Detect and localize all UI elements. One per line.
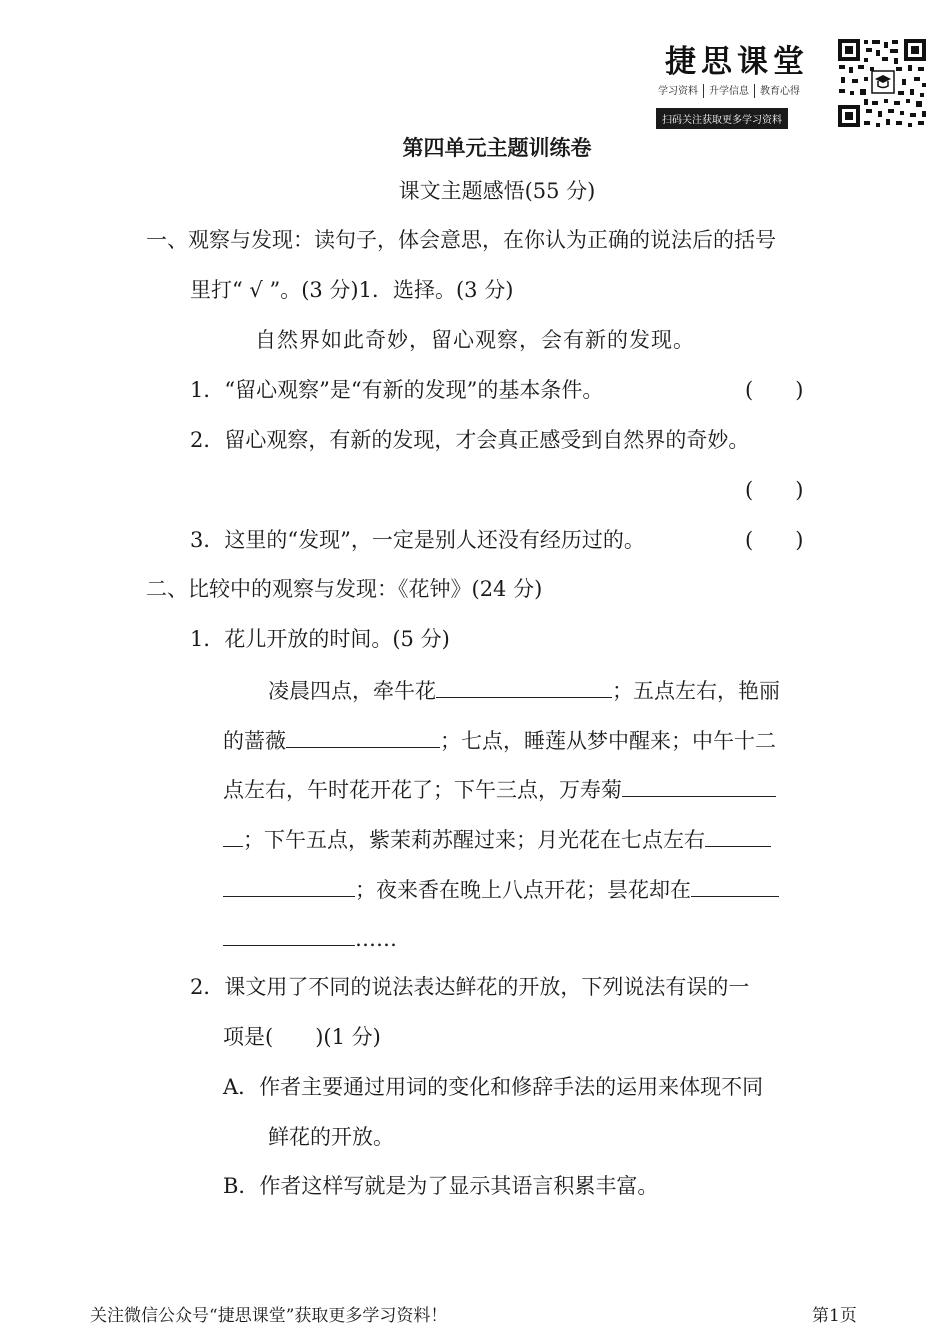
blank-moonflower[interactable] xyxy=(705,828,771,847)
question-number: 3． xyxy=(190,528,225,552)
qr-code-icon[interactable] xyxy=(836,37,928,129)
brand-banner: 扫码关注获取更多学习资料 xyxy=(656,108,788,129)
page-title: 第四单元主题训练卷 xyxy=(402,135,592,160)
blank-marigold[interactable] xyxy=(622,778,776,797)
section2-q2-line1: 2．课文用了不同的说法表达鲜花的开放，下列说法有误的一 xyxy=(190,975,750,999)
page-number: 第1页 xyxy=(812,1306,857,1326)
blank-rose[interactable] xyxy=(286,729,440,748)
passage-text: ；七点，睡莲从梦中醒来；中午十二 xyxy=(440,729,776,753)
question-number: 1． xyxy=(190,378,225,402)
passage-text: ；夜来香在晚上八点开花；昙花却在 xyxy=(355,878,691,902)
blank-marigold-cont[interactable] xyxy=(223,828,243,847)
question-number: 2． xyxy=(190,428,225,452)
answer-paren-1[interactable]: ( ) xyxy=(745,378,804,402)
brand-link-admission[interactable]: 升学信息 xyxy=(709,86,749,97)
fill-line-2 xyxy=(223,729,776,752)
passage-text: ；下午五点，紫茉莉苏醒过来；月光花在七点左右 xyxy=(243,828,705,852)
question-item-2 xyxy=(190,430,749,451)
brand-links xyxy=(658,82,800,98)
section2-heading: 二、比较中的观察与发现：《花钟》(24 分) xyxy=(146,577,543,601)
section2-q2-line2[interactable]: 项是( )(1 分) xyxy=(223,1025,381,1049)
passage-text: ；五点左右，艳丽 xyxy=(612,679,780,703)
section1-heading-cont: 里打“ √ ”。(3 分)1．选择。(3 分) xyxy=(190,278,514,302)
question-item-1 xyxy=(190,380,603,401)
blank-epiphyllum[interactable] xyxy=(691,878,779,897)
passage-text: 点左右，午时花开花了；下午三点，万寿菊 xyxy=(223,778,622,802)
blank-epiphyllum-cont[interactable] xyxy=(223,927,355,946)
passage-text: 的蔷薇 xyxy=(223,729,286,753)
section1-heading: 一、观察与发现：读句子，体会意思，在你认为正确的说法后的括号 xyxy=(146,228,776,252)
passage-text: …… xyxy=(355,927,397,951)
fill-line-1 xyxy=(268,679,780,702)
brand-link-study[interactable]: 学习资料 xyxy=(658,86,698,97)
footer-note: 关注微信公众号“捷思课堂”获取更多学习资料！ xyxy=(90,1306,448,1326)
brand-link-education[interactable]: 教育心得 xyxy=(760,86,800,97)
fill-line-4 xyxy=(223,828,771,851)
answer-paren-2[interactable]: ( ) xyxy=(745,478,804,502)
brand-name: 捷思课堂 xyxy=(665,44,809,80)
blank-moonflower-cont[interactable] xyxy=(223,878,355,897)
page-subtitle: 课文主题感悟(55 分) xyxy=(398,179,596,203)
question-text: “留心观察”是“有新的发现”的基本条件。 xyxy=(224,378,604,402)
section1-quote: 自然界如此奇妙，留心观察，会有新的发现。 xyxy=(255,328,695,352)
question-text: 留心观察，有新的发现，才会真正感受到自然界的奇妙。 xyxy=(224,428,750,452)
passage-text: 凌晨四点，牵牛花 xyxy=(268,679,436,703)
section2-q1-label: 1．花儿开放的时间。(5 分) xyxy=(190,627,450,651)
option-b[interactable]: B．作者这样写就是为了显示其语言积累丰富。 xyxy=(223,1174,659,1198)
answer-paren-3[interactable]: ( ) xyxy=(745,528,804,552)
fill-line-6 xyxy=(223,927,397,950)
question-text: 这里的“发现”，一定是别人还没有经历过的。 xyxy=(224,528,645,552)
fill-line-3 xyxy=(223,778,776,801)
option-a[interactable]: A．作者主要通过用词的变化和修辞手法的运用来体现不同 xyxy=(223,1075,764,1099)
option-a-cont: 鲜花的开放。 xyxy=(268,1125,394,1149)
question-item-3 xyxy=(190,530,645,551)
fill-line-5 xyxy=(223,878,779,901)
blank-morning-glory[interactable] xyxy=(436,679,612,698)
